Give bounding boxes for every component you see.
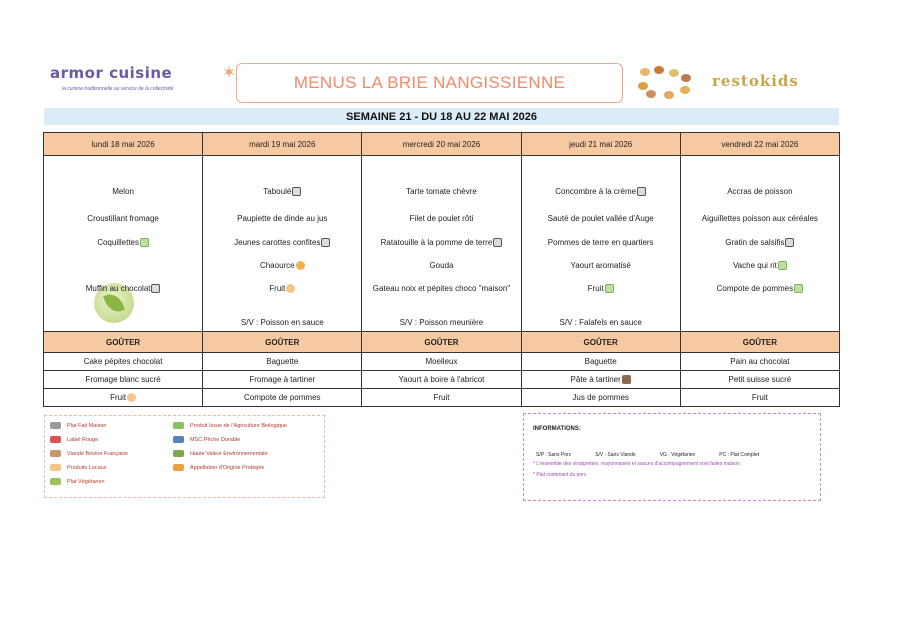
menu-item bbox=[44, 238, 202, 247]
menu-item bbox=[44, 284, 202, 293]
day-header: mercredi 20 mai 2026 bbox=[362, 133, 521, 156]
menu-item bbox=[522, 318, 680, 327]
bio-label-icon bbox=[605, 284, 614, 293]
menu-item-text: Croustillant fromage bbox=[87, 214, 159, 223]
legend-swatch-icon bbox=[50, 464, 61, 471]
menu-item-text: Aiguillettes poisson aux céréales bbox=[701, 214, 818, 223]
day-header: jeudi 21 mai 2026 bbox=[521, 133, 680, 156]
pork-note: * Plat contenant du porc bbox=[533, 472, 587, 478]
snack-item-text: Fruit bbox=[433, 393, 450, 402]
gouter-header: GOÛTER bbox=[362, 332, 521, 353]
legend-item bbox=[173, 464, 264, 471]
menu-item bbox=[681, 284, 839, 293]
home-label-icon bbox=[637, 187, 646, 196]
snack-cell bbox=[680, 389, 839, 407]
snack-item-text: Petit suisse sucré bbox=[728, 375, 792, 384]
lunch-cell bbox=[203, 156, 362, 332]
snack-row bbox=[44, 371, 840, 389]
snack-cell bbox=[521, 371, 680, 389]
legend-item bbox=[50, 450, 128, 457]
home-label-icon bbox=[292, 187, 301, 196]
snack-cell bbox=[44, 371, 203, 389]
menu-item bbox=[681, 214, 839, 223]
menu-item bbox=[362, 318, 520, 327]
gouter-header: GOÛTER bbox=[680, 332, 839, 353]
menu-item bbox=[362, 261, 520, 270]
legend-label: Viande Bovine Française bbox=[67, 450, 129, 457]
lunch-cell bbox=[521, 156, 680, 332]
menu-item bbox=[362, 238, 520, 247]
legend-item bbox=[173, 436, 240, 443]
legend-label: Plat Végétarien bbox=[67, 478, 105, 485]
home-label-icon bbox=[785, 238, 794, 247]
legend-item bbox=[50, 478, 105, 485]
snack-row bbox=[44, 389, 840, 407]
menu-item-text: Tarte tomate chèvre bbox=[406, 187, 477, 196]
lunch-row bbox=[44, 156, 840, 332]
menu-item bbox=[362, 284, 520, 293]
snack-cell bbox=[44, 353, 203, 371]
legend-swatch-icon bbox=[50, 436, 61, 443]
legend-swatch-icon bbox=[50, 478, 61, 485]
legend-label: Appellation d'Origine Protégée bbox=[190, 464, 265, 471]
menu-item-text: Ratatouille à la pomme de terre bbox=[380, 238, 493, 247]
menu-item bbox=[203, 238, 361, 247]
info-title: INFORMATIONS: bbox=[533, 426, 581, 432]
menu-table bbox=[43, 132, 840, 407]
aop-label-icon bbox=[296, 261, 305, 270]
snack-item-text: Compote de pommes bbox=[244, 393, 321, 402]
information-box bbox=[523, 413, 821, 501]
snack-cell bbox=[44, 389, 203, 407]
snack-cell bbox=[203, 389, 362, 407]
menu-item-text: Gratin de salsifis bbox=[725, 238, 785, 247]
menu-item-text: Sauté de poulet vallée d'Auge bbox=[547, 214, 654, 223]
sauce-note: * L'ensemble des vinaigrettes, mayonnaises et sauces d'accompagnement sont faites maison bbox=[533, 461, 740, 467]
gouter-header: GOÛTER bbox=[521, 332, 680, 353]
snack-item-text: Baguette bbox=[584, 357, 617, 366]
menu-item bbox=[681, 238, 839, 247]
menu-item-text: Pommes de terre en quartiers bbox=[547, 238, 654, 247]
abbreviations bbox=[536, 452, 773, 458]
menu-item bbox=[44, 187, 202, 196]
snack-item-text: Baguette bbox=[266, 357, 299, 366]
menu-item-text: Fruit bbox=[269, 284, 286, 293]
menu-item-text: Fruit bbox=[587, 284, 604, 293]
menu-item bbox=[522, 284, 680, 293]
snack-item-text: Pain au chocolat bbox=[730, 357, 790, 366]
local-label-icon bbox=[286, 284, 295, 293]
snack-cell bbox=[203, 371, 362, 389]
menu-item-text: Coquillettes bbox=[97, 238, 139, 247]
menu-item-text: Vache qui rit bbox=[732, 261, 777, 270]
menu-item-text: Yaourt aromatisé bbox=[570, 261, 631, 270]
menu-item bbox=[203, 214, 361, 223]
day-header-row bbox=[44, 133, 840, 156]
food-illustration-icon bbox=[636, 66, 694, 98]
menu-item-text: S/V : Poisson en sauce bbox=[240, 318, 324, 327]
menu-item-text: Chaource bbox=[259, 261, 295, 270]
lunch-cell bbox=[44, 156, 203, 332]
snack-cell bbox=[521, 353, 680, 371]
week-banner: SEMAINE 21 - DU 18 AU 22 MAI 2026 bbox=[44, 108, 839, 125]
menu-item-text: Accras de poisson bbox=[727, 187, 793, 196]
snack-item-text: Fruit bbox=[110, 392, 127, 402]
bio-label-icon bbox=[778, 261, 787, 270]
abbr-item: S/V : Sans Viande bbox=[595, 452, 636, 458]
legend-swatch-icon bbox=[50, 450, 61, 457]
legend-box bbox=[44, 415, 325, 498]
menu-item bbox=[681, 261, 839, 270]
day-header: mardi 19 mai 2026 bbox=[203, 133, 362, 156]
snack-cell bbox=[362, 353, 521, 371]
abbr-item: PC : Plat Complet bbox=[719, 452, 760, 458]
menu-item-text: S/V : Poisson meunière bbox=[399, 318, 484, 327]
gouter-header: GOÛTER bbox=[203, 332, 362, 353]
menu-item bbox=[362, 214, 520, 223]
menu-item-text: Paupiette de dinde au jus bbox=[237, 214, 328, 223]
legend-swatch-icon bbox=[173, 450, 184, 457]
snack-item-text: Moelleux bbox=[425, 357, 458, 366]
menu-item-text: Filet de poulet rôti bbox=[409, 214, 474, 223]
menu-item bbox=[44, 214, 202, 223]
snack-item-text: Cake pépites chocolat bbox=[83, 357, 163, 366]
lunch-cell bbox=[362, 156, 521, 332]
snack-cell bbox=[680, 353, 839, 371]
snack-cell bbox=[362, 371, 521, 389]
page-title: MENUS LA BRIE NANGISSIENNE bbox=[236, 63, 623, 103]
snack-cell bbox=[362, 389, 521, 407]
snack-cell bbox=[680, 371, 839, 389]
home-label-icon bbox=[493, 238, 502, 247]
menu-item bbox=[522, 187, 680, 196]
menu-item-text: Compote de pommes bbox=[716, 284, 794, 293]
home-label-icon bbox=[151, 284, 160, 293]
legend-swatch-icon bbox=[173, 436, 184, 443]
abbr-item: VG : Végétarien bbox=[659, 452, 696, 458]
snack-item-text: Fruit bbox=[751, 393, 768, 402]
menu-item-text: Jeunes carottes confites bbox=[234, 238, 321, 247]
local-label-icon bbox=[127, 393, 136, 402]
home-label-icon bbox=[321, 238, 330, 247]
legend-label: Plat Fait Maison bbox=[67, 422, 107, 429]
menu-item bbox=[522, 214, 680, 223]
brand-logo bbox=[50, 64, 173, 92]
menu-item bbox=[203, 318, 361, 327]
legend-item bbox=[173, 422, 287, 429]
gouter-header: GOÛTER bbox=[44, 332, 203, 353]
snack-cell bbox=[521, 389, 680, 407]
menu-item bbox=[522, 238, 680, 247]
bio-label-icon bbox=[140, 238, 149, 247]
menu-item bbox=[203, 284, 361, 293]
legend-label: MSC Pêche Durable bbox=[190, 436, 241, 443]
snack-item-text: Fromage blanc sucré bbox=[85, 375, 161, 384]
legend-swatch-icon bbox=[173, 422, 184, 429]
legend-item bbox=[50, 422, 106, 429]
abbr-item: S/P : Sans Porc bbox=[536, 452, 572, 458]
legend-label: Produit Issue de l'Agriculture Biologique bbox=[190, 422, 288, 429]
snack-row bbox=[44, 353, 840, 371]
brand-tagline: la cuisine traditionnelle au service de la collectivité bbox=[62, 86, 174, 92]
snack-item-text: Pâte à tartiner bbox=[570, 374, 621, 384]
legend-item bbox=[173, 450, 268, 457]
legend-label: Haute Valeur Environnementale bbox=[190, 450, 268, 457]
legend-swatch-icon bbox=[50, 422, 61, 429]
menu-item bbox=[203, 261, 361, 270]
pork-note-text: Plat contenant du porc bbox=[536, 472, 587, 478]
pork-label-icon bbox=[622, 375, 631, 384]
legend-label: Label Rouge bbox=[67, 436, 99, 443]
menu-item-text: Melon bbox=[112, 187, 134, 196]
star-icon: ✶ bbox=[222, 63, 237, 82]
restokids-logo: restokids bbox=[712, 72, 799, 90]
menu-item-text: Gateau noix et pépites choco "maison" bbox=[372, 284, 511, 293]
menu-item bbox=[362, 187, 520, 196]
snack-item-text: Fromage à tartiner bbox=[249, 375, 316, 384]
menu-item-text: S/V : Falafels en sauce bbox=[559, 318, 642, 327]
menu-item bbox=[203, 187, 361, 196]
menu-item-text: Concombre à la crème bbox=[555, 187, 637, 196]
brand-name: armor cuisine bbox=[50, 64, 173, 82]
menu-item-text: Gouda bbox=[429, 261, 454, 270]
snack-item-text: Jus de pommes bbox=[572, 393, 629, 402]
gouter-header-row bbox=[44, 332, 840, 353]
legend-item bbox=[50, 464, 106, 471]
bio-label-icon bbox=[794, 284, 803, 293]
menu-item-text: Taboulé bbox=[263, 187, 292, 196]
day-header: vendredi 22 mai 2026 bbox=[680, 133, 839, 156]
menu-item bbox=[522, 261, 680, 270]
snack-cell bbox=[203, 353, 362, 371]
legend-item bbox=[50, 436, 98, 443]
menu-item bbox=[681, 187, 839, 196]
day-header: lundi 18 mai 2026 bbox=[44, 133, 203, 156]
legend-swatch-icon bbox=[173, 464, 184, 471]
snack-item-text: Yaourt à boire à l'abricot bbox=[398, 375, 485, 384]
legend-label: Produits Locaux bbox=[67, 464, 107, 471]
lunch-cell bbox=[680, 156, 839, 332]
menu-item-text: Muffin au chocolat bbox=[85, 284, 151, 293]
